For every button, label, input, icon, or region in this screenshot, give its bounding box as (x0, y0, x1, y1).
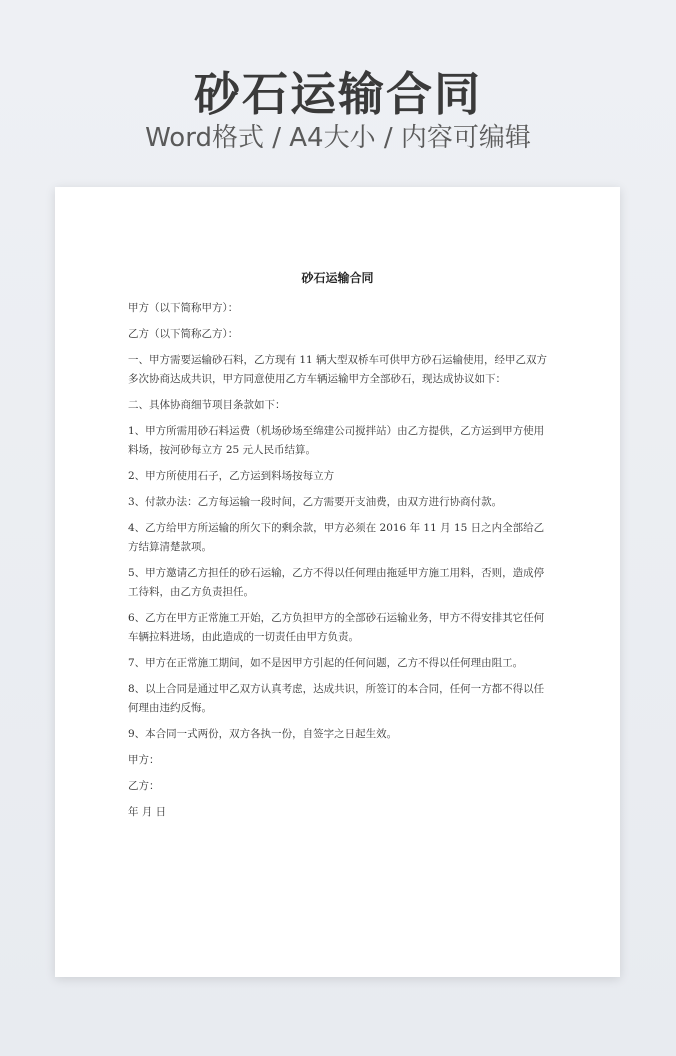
clause-intro: 一、甲方需要运输砂石料，乙方现有 11 辆大型双桥车可供甲方砂石运输使用，经甲乙双方多次协商达成共识，甲方同意使用乙方车辆运输甲方全部砂石，现达成协议如下： (128, 354, 548, 385)
party-b-line: 乙方（以下简称乙方）： (128, 328, 239, 340)
document-body (128, 299, 548, 829)
document-title: 砂石运输合同 (301, 271, 374, 285)
signature-date: 年 月 日 (128, 806, 167, 818)
document-page (55, 187, 620, 977)
party-a-line: 甲方（以下简称甲方）： (128, 302, 239, 314)
clause-heading: 二、具体协商细节项目条款如下： (128, 399, 286, 411)
clause-2: 2、甲方所使用石子，乙方运到料场按每立方 (128, 470, 335, 482)
clause-9: 9、本合同一式两份，双方各执一份，自签字之日起生效。 (128, 728, 398, 740)
banner-subtitle: Word格式 / A4大小 / 内容可编辑 (145, 123, 531, 153)
clause-1: 1、甲方所需用砂石料运费（机场砂场至绵建公司搅拌站）由乙方提供，乙方运到甲方使用料场，按河砂每立方 25 元人民币结算。 (128, 425, 545, 456)
clause-8: 8、以上合同是通过甲乙双方认真考虑，达成共识，所签订的本合同，任何一方都不得以任何理由违约反悔。 (128, 683, 545, 714)
clause-7: 7、甲方在正常施工期间，如不是因甲方引起的任何问题，乙方不得以任何理由阻工。 (128, 657, 524, 669)
clause-4: 4、乙方给甲方所运输的所欠下的剩余款，甲方必须在 2016 年 11 月 15 日之内全部给乙方结算清楚款项。 (128, 522, 545, 553)
clause-3: 3、付款办法：乙方每运输一段时间，乙方需要开支油费，由双方进行协商付款。 (128, 496, 503, 508)
banner-title: 砂石运输合同 (194, 67, 482, 121)
signature-party-a: 甲方： (128, 754, 160, 766)
clause-5: 5、甲方邀请乙方担任的砂石运输，乙方不得以任何理由拖延甲方施工用料，否则，造成停工待料，由乙方负责担任。 (128, 567, 545, 598)
clause-6: 6、乙方在甲方正常施工开始，乙方负担甲方的全部砂石运输业务，甲方不得安排其它任何车辆拉料进场，由此造成的一切责任由甲方负责。 (128, 612, 545, 643)
signature-party-b: 乙方： (128, 780, 160, 792)
